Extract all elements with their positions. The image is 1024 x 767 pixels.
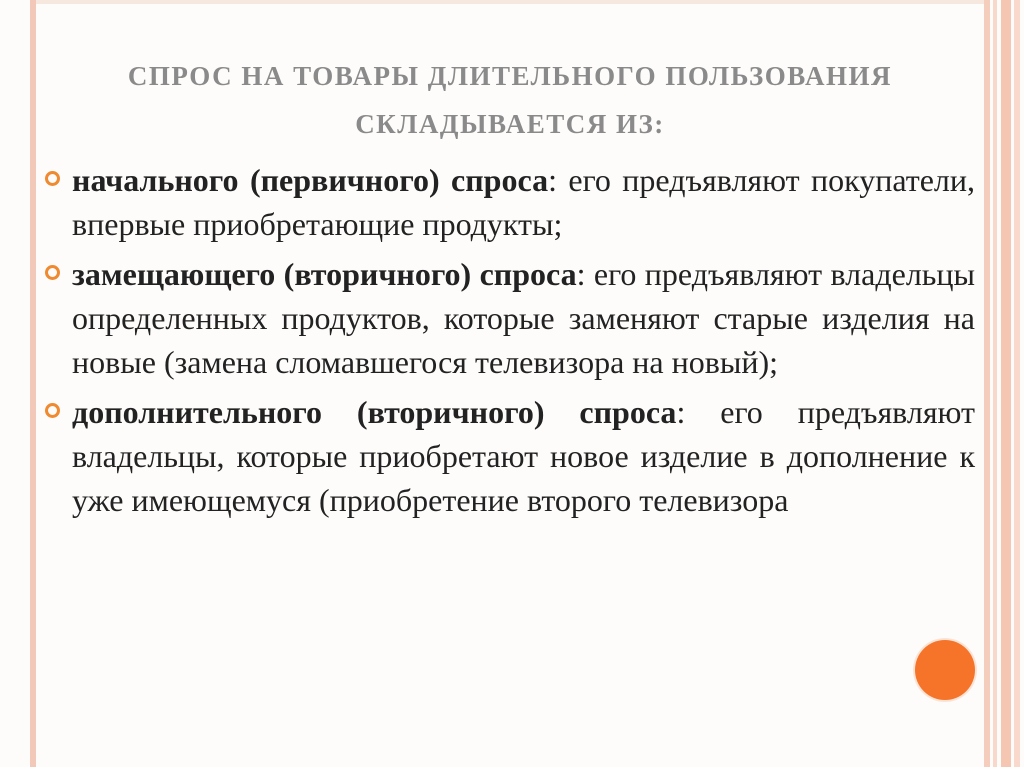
list-item-term: начального (первичного) спроса	[72, 162, 549, 198]
decorative-orange-circle	[915, 640, 975, 700]
right-decorative-stripe	[993, 0, 997, 767]
list-item	[40, 390, 975, 522]
list-item-text	[72, 252, 975, 384]
slide-title	[60, 52, 960, 148]
list-item-term: замещающего (вторичного) спроса	[72, 256, 577, 292]
list-item	[40, 252, 975, 384]
bullet-ring-icon	[45, 265, 60, 280]
bullet-ring-icon	[45, 403, 60, 418]
left-decorative-stripe	[30, 0, 36, 767]
list-item-term: дополнительного (вторичного) спроса	[72, 394, 677, 430]
right-decorative-stripe	[984, 0, 990, 767]
title-line-1: СПРОС НА ТОВАРЫ ДЛИТЕЛЬНОГО ПОЛЬЗОВАНИЯ	[127, 61, 893, 91]
bullet-ring-icon	[45, 171, 60, 186]
list-item-description: : его предъявляют владельцы, которые приобретают новое изделие в дополнение к уже имеющемуся (приобретение второго телевизора	[72, 394, 976, 518]
bullet-list	[40, 158, 975, 528]
list-item-description: : его предъявляют покупатели, впервые приобретающие продукты;	[72, 162, 975, 242]
list-item	[40, 158, 975, 246]
right-decorative-stripe	[1014, 0, 1020, 767]
decorative-top-border	[36, 0, 984, 4]
list-item-description: : его предъявляют владельцы определенных продуктов, которые заменяют старые изделия на новые (замена сломавшегося телевизора на новый);	[72, 256, 976, 380]
right-decorative-stripe	[1001, 0, 1011, 767]
list-item-text	[72, 390, 975, 522]
list-item-text	[72, 158, 975, 246]
title-line-2: СКЛАДЫВАЕТСЯ ИЗ:	[355, 109, 665, 139]
